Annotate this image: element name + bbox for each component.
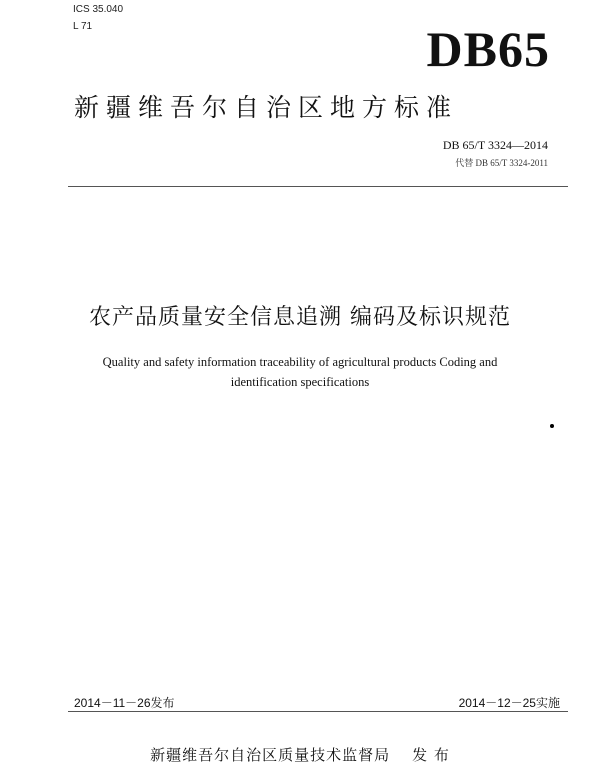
replaces-note: 代替 DB 65/T 3324-2011 xyxy=(455,158,548,168)
standard-name: 新疆维吾尔自治区地方标准 xyxy=(74,93,459,122)
implementation-date xyxy=(459,694,560,711)
publish-label: 发 布 xyxy=(412,746,450,764)
issue-date-value: 2014－11－26 xyxy=(74,696,151,710)
title-english-line1: Quality and safety information traceability of agricultural products Coding and xyxy=(102,355,498,369)
standard-logo: DB65 xyxy=(426,21,550,77)
title-english-line2: identification specifications xyxy=(230,375,370,389)
stray-dot xyxy=(550,424,554,428)
implement-label: 实施 xyxy=(535,696,560,710)
issue-label: 发布 xyxy=(150,696,175,710)
title-english xyxy=(60,352,540,392)
ics-code: ICS 35.040 xyxy=(73,4,124,15)
top-divider xyxy=(68,186,568,187)
title-chinese: 农产品质量安全信息追溯 编码及标识规范 xyxy=(89,305,511,330)
implement-date-value: 2014－12－25 xyxy=(458,696,536,710)
issue-date xyxy=(74,694,175,711)
publisher-name: 新疆维吾尔自治区质量技术监督局 xyxy=(150,746,391,764)
publisher xyxy=(0,744,600,765)
ccs-code: L 71 xyxy=(73,21,93,32)
bottom-divider xyxy=(68,711,568,712)
standard-number: DB 65/T 3324—2014 xyxy=(442,138,548,152)
